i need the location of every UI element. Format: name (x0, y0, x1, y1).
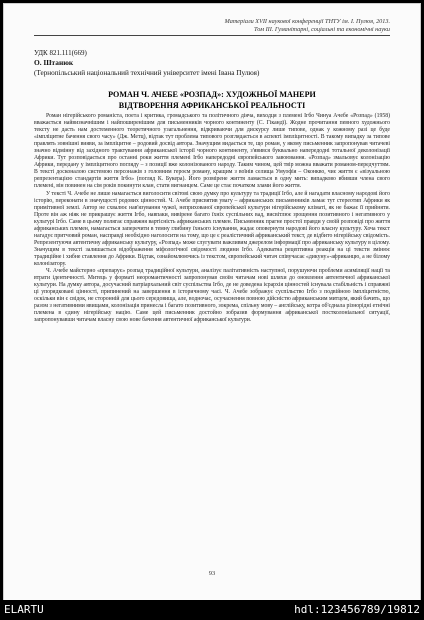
author-name: О. Штанюк (34, 58, 74, 67)
document-page (4, 4, 420, 600)
article-title (34, 90, 390, 111)
title-line-1: РОМАН Ч. АЧЕБЕ «РОЗПАД»: ХУДОЖНЬОЇ МАНЕРИ (108, 90, 316, 99)
repository-label: ELARTU (4, 603, 44, 616)
header-line-1: Матеріали ХVІІ наукової конференції ТНТУ ім. І. Пулюя, 2013. (224, 18, 390, 25)
author-institution: (Тернопільський національний технічний університет імені Івана Пулюя) (34, 69, 260, 77)
header-divider (34, 35, 390, 36)
body-paragraph: У тексті Ч. Ачебе не лише намагається виголосити світові свою думку про культуру та традиції Ігбо, але й нагадати власному народові його історію, переконати в значущості родових цінностей. Ч. Ачебе присвятив увагу – африканських письменників ламає тут стереотип Африки як примітивної землі. Автор не схвалює нав'язування чужої, неприхованої європейської культури нігерійському кліматі, як не бажає її прийняти. Проте він аж ніяк не прикрашує життя Ігбо, навпаки, вивірене багато їхніх суспільних вад, висвітлює зрощення позитивного і негативного у культурі Ігбо. Саме в цьому полягає справжня вартісність африканських племен. Письменник прагне простої правди у своїй розповіді про життя африканських племен, намагається заперечити в темну глибину їхнього існування, жадає оповернути народові його власну культуру. Хоча текст нагадує притчовий роман, насправді необхідно наголосити на тому, що це є реалістичний африканський текст, де відбито нігерійську свідомість. Репрезентуючи автентичну африканську культуру, «Розпад» може слугувати важливим джерелом інформації про африканську культуру в цілому. Значущим в тексті залишається відображення міфологічної свідомості людини Ігбо. Адекватна рецептивна реакція на ці тексти змінює традиційне і хибне ставлення до Африки. Відтак, ознайомлюючись із текстом, європейський читач співучасає «дикуну»-африканцю, а не білому колонізатору. (34, 190, 390, 267)
viewer-footer (0, 600, 424, 620)
body-paragraph: Роман нігерійського романіста, поета і критика, громадського та політичного діяча, виходця з племені Ігбо Чинуа Ачебе «Розпад» (1958) вважається найвизначнішим і найпоширенішим для письменників чорного континенту (С. Гікандї). Жодне прочитання певного художнього тексту не дасть нам достеменного теоретичного узагальнення, відкриваючи для дискурсу лише типове, однак у кожному разі це буде «імпліцитне бачення свого часу» (Дж. Метц), відтак тут проблема типового розглядається в аспекті імпліцитності. В такому випадку за типове правлять зовнішні вияви, за імпліцитне – родовий досвід автора. Значущим видається те, що роман, у якому письменник запропонував читачеві значно відмінну від західного трактування африканської історії чорного континенту, з'явився буквально напередодні тотальної деколонізації Африки. Тут розповідається про останні роки життя племені Ігбо напередодні європейського завоювання. «Розпад» змальовує колонізацію Африки, передану у імпліцитного погляду – з позиції вже колонізованого народу. Таким чином, цей твір можна вважати романом-передчуттям. В тексті досконалою системою персонажів з головним героєм роману, кращим з воїнів селища Умуофія – Оконкво, чиє життя є «візуальною репрезентацією стандартів життя Ігбо» (погляд К. Букера). Його розмірене життя ламається в одну мить: випадково вбивши члена свого племені, він повинен на сім років покинути клан, стати вигнанцем. Саме це стає початком злами його життя. (34, 113, 390, 190)
header-line-2: Том ІІІ. Гуманітарні, соціальні та економічні науки (254, 25, 390, 33)
udk-code: УДК 821.111(669) (34, 49, 87, 57)
title-line-2: ВІДТВОРЕННЯ АФРИКАНСЬКОЇ РЕАЛЬНОСТІ (118, 100, 306, 110)
body-paragraph: Ч. Ачебе майстерно «препарує» розпад традиційної культури, аналізує палітативність наступної, порушуючи проблеми асиміляції нації та втрати ідентичності. Митець у форматі неоромантичності запропонував своїм читачам нові шляхи до оновлення автентичної африканської культури. На думку автора, досучасний патріархальний світ суспільства Ігбо, де не доведена ієрархія цінностей існувала стабільність і справжні ці упорядковані цінності, припинений на завершення в історичному часі. Ч. Ачебе зображує суспільство Ігбо з подвійною імпліцитністю, оскільки він є свідок, не сторонній для цього середовища, але, водночас, осучаснення повною дійсністю африканським митцем, який бачить, що разом з негативними явищами, колонізація принесла і багато позитивного, зокрема, спільну мову – англійську, котра об'єднала різнорідні етнічні племена в єдину нігерійську націю. Саме цей письменник достойно зобразив формування африканської постколоніальної ситуації, запропонувавши читачам власну свою нове бачення автентичної африканської культури. (34, 268, 390, 324)
running-header (34, 18, 390, 33)
page-number: 93 (208, 570, 216, 577)
handle-identifier: hdl:123456789/19812 (294, 603, 420, 616)
article-body (34, 113, 390, 324)
